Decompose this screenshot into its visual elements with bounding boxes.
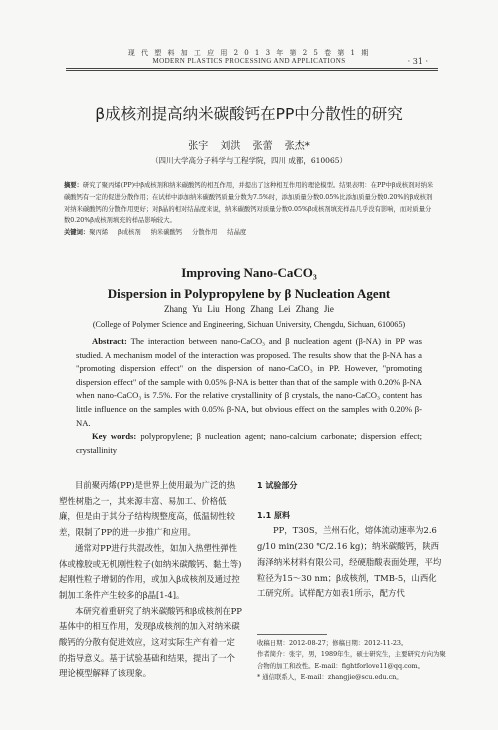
title-en-line1: Improving Nano-CaCO₃ xyxy=(181,265,317,280)
header-rule-thin xyxy=(66,70,438,71)
header-rule xyxy=(66,68,438,69)
footnote-corresponding: * 通信联系人，E-mail：zhangjie@scu.edu.cn。 xyxy=(257,673,403,682)
title-cn: β成核剂提高纳米碳酸钙在PP中分散性的研究 xyxy=(95,105,403,123)
keywords-en: polypropylene; β nucleation agent; nano-calcium carbonate; dispersion effect; crystallinity xyxy=(76,431,422,455)
section-heading-1: 1 试验部分 xyxy=(257,481,298,490)
abstract-en-text: The interaction between nano-CaCO₃ and β nucleation agent (β-NA) in PP was studied. A mechanism model of the interaction was proposed. The results show that the β-NA has a "promoting dispersion effect" on the dispersion of nano-CaCO₃ in PP. However, "promoting dispersion effect" of the sample with 0.05% β-NA is better than that of the sample with 0.20% β-NA when nano-CaCO₃ is 7.5%. For the relative crystallinity of β crystals, the nano-CaCO₃ content has little influence on the samples with 0.05% β-NA, but obvious effect on the samples with 0.20% β-NA. xyxy=(76,336,422,428)
footnotes xyxy=(257,638,447,684)
footnote-rule xyxy=(257,634,327,635)
footnote-author-bio: 作者简介：张宇，男，1989年生，硕士研究生，主要研究方向为聚合物的加工和改性。E-mail：fightforlove11@qq.com。 xyxy=(257,650,446,670)
abstract-cn-label: 摘要： xyxy=(64,182,83,189)
section-heading-1-1: 1.1 原料 xyxy=(257,510,290,520)
page-number: · 31 · xyxy=(407,57,428,66)
affiliation-en: (College of Polymer Science and Engineering, Sichuan University, Chengdu, Sichuan, 610065) xyxy=(92,320,406,329)
affiliation-cn: （四川大学高分子科学与工程学院，四川 成都，610065） xyxy=(150,156,347,165)
intro-paragraph-2: 通常对PP进行共混改性，如加入热塑性弹性体或橡胶或无机刚性粒子(如纳米碳酸钙、黏土等)起刚性粒子增韧的作用，或加入β成核剂及通过控制加工条件产生较多的β晶[1-4]。 xyxy=(59,542,242,600)
abstract-en xyxy=(76,335,422,457)
authors-cn: 张宇 刘洪 张蕾 张杰* xyxy=(188,141,310,152)
journal-header-cn: 现 代 塑 料 加 工 应 用 2 0 1 3 年 第 2 5 卷 第 1 期 xyxy=(127,49,371,57)
abstract-cn-text: 研究了聚丙烯(PP)中β成核剂和纳米碳酸钙的相互作用，并提出了这种相互作用的理论模型。结果表明：在PP中β成核剂对纳米碳酸钙有一定的促进分散作用；在试样中添加纳米碳酸钙质量分数为7.5%时，添加质量分数0.05%比添加质量分数0.20%的β成核剂对纳米碳酸钙的分散作用更好；对β晶的相对结晶度来说，纳米碳酸钙对质量分数0.05%β成核剂填充样品几乎没有影响，而对质量分数0.20%β成核剂填充的样品影响较大。 xyxy=(64,182,434,225)
journal-header-en: MODERN PLASTICS PROCESSING AND APPLICATIONS xyxy=(152,57,346,65)
keywords-en-label: Key words: xyxy=(92,431,137,442)
abstract-en-paragraph xyxy=(76,335,422,430)
abstract-en-label: Abstract: xyxy=(92,336,127,346)
intro-paragraph-3: 本研究着重研究了纳米碳酸钙和β成核剂在PP基体中的相互作用，发现β成核剂的加入对纳米碳酸钙的分散有促进效应，这对实际生产有着一定的指导意义。基于试验基础和结果，提出了一个理论模型解释了该现象。 xyxy=(59,605,242,679)
keywords-en-paragraph xyxy=(76,430,422,457)
body-left-column xyxy=(59,478,243,682)
authors-en: Zhang Yu Liu Hong Zhang Lei Zhang Jie xyxy=(164,304,334,314)
materials-paragraph: PP，T30S，兰州石化，熔体流动速率为2.6 g/10 min(230 ℃/2.16 kg)；纳米碳酸钙，陕西海泽纳米材料有限公司，经硬脂酸表面处理，平均粒径为15～30 nm；β成核剂，TMB-5，山西化工研究所。试样配方如表1所示，配方代 xyxy=(257,525,442,599)
body-right-column xyxy=(257,478,443,602)
keywords-cn-label: 关键词： xyxy=(64,229,90,237)
keywords-cn: 聚丙烯 β成核剂 纳米碳酸钙 分散作用 结晶度 xyxy=(89,229,247,237)
title-en-line2: Dispersion in Polypropylene by β Nucleation Agent xyxy=(107,286,391,301)
abstract-cn xyxy=(64,180,436,239)
footnote-received: 收稿日期：2012-08-27；修稿日期：2012-11-23。 xyxy=(257,639,408,647)
intro-paragraph-1: 目前聚丙烯(PP)是世界上使用最为广泛的热塑性树脂之一，其来源丰富、易加工、价格低廉，但是由于其分子结构规整度高，低温韧性较差，限制了PP的进一步推广和应用。 xyxy=(59,480,236,538)
